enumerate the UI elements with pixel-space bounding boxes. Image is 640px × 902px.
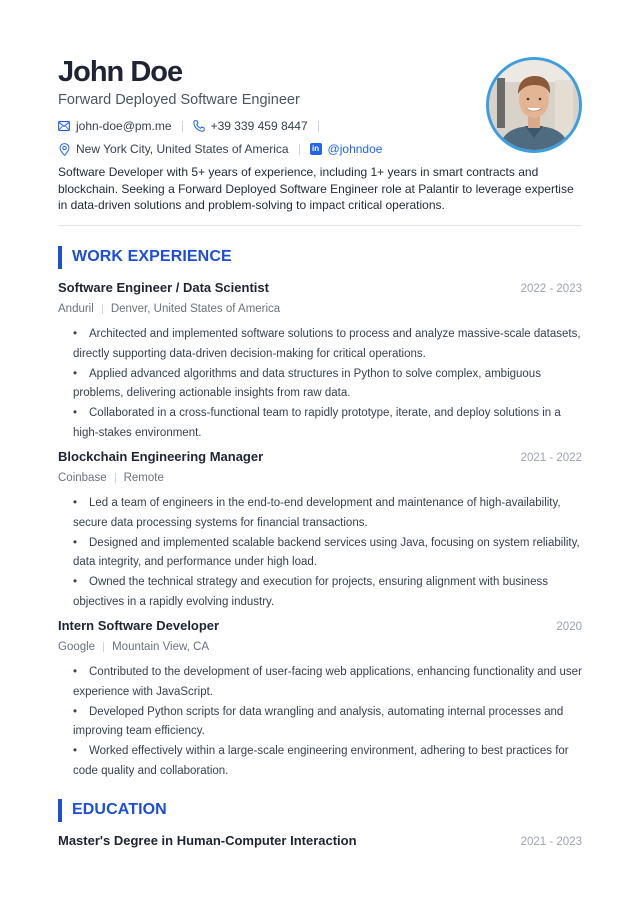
location-text: New York City, United States of America [76, 142, 289, 156]
job-bullets [58, 663, 582, 781]
degree-title: Master's Degree in Human-Computer Interaction [58, 833, 357, 848]
education-entry [58, 832, 582, 850]
header-divider [58, 225, 582, 226]
location-contact [58, 141, 289, 157]
education-date: 2021 - 2023 [520, 836, 582, 848]
linkedin-link[interactable]: @johndoe [327, 142, 383, 156]
phone-icon [193, 120, 205, 132]
resume-page [58, 0, 582, 848]
avatar [486, 57, 582, 153]
email-contact[interactable] [58, 118, 172, 134]
bullet-item: • Collaborated in a cross-functional team to rapidly prototype, iterate, and deploy solutions in a high-stakes environment. [73, 407, 561, 439]
job-title: Blockchain Engineering Manager [58, 449, 264, 464]
linkedin-contact[interactable] [310, 141, 383, 157]
professional-summary: Software Developer with 5+ years of experience, including 1+ years in smart contracts and blockchain. Seeking a Forward Deployed Software Engineer role at Palantir to leverage expertise in data-driven solutions and problem-solving to impact critical operations. [58, 165, 574, 212]
candidate-title: Forward Deployed Software Engineer [58, 92, 300, 108]
bullet-item: • Architected and implemented software solutions to process and analyze massive-scale datasets, directly supporting data-driven decision-making for critical operations. [73, 328, 581, 360]
phone-contact[interactable] [193, 118, 308, 134]
section-heading: WORK EXPERIENCE [72, 248, 232, 265]
job-meta [58, 301, 582, 317]
job-date: 2021 - 2022 [520, 452, 582, 464]
contact-row-1 [58, 118, 329, 134]
meta-separator [103, 642, 104, 652]
mail-icon [58, 120, 70, 132]
job-meta [58, 639, 582, 655]
bullet-item: • Developed Python scripts for data wrangling and analysis, automating internal processes and improving team efficiency. [73, 705, 564, 737]
job-location: Remote [123, 472, 164, 484]
job-entry [58, 448, 582, 613]
job-entry [58, 279, 582, 444]
job-location: Denver, United States of America [110, 303, 281, 315]
company-name: Coinbase [58, 472, 107, 484]
company-name: Google [58, 641, 96, 653]
bullet-item: • Led a team of engineers in the end-to-end development and maintenance of high-availability, secure data processing systems for financial transactions. [73, 497, 561, 529]
contact-row-2 [58, 141, 382, 157]
meta-separator [102, 304, 103, 314]
company-name: Anduril [58, 303, 94, 315]
map-pin-icon [58, 143, 70, 155]
section-heading: EDUCATION [72, 801, 167, 818]
section-accent-bar [58, 246, 62, 269]
job-entry [58, 617, 582, 782]
job-location: Mountain View, CA [112, 641, 210, 653]
contact-separator [299, 144, 300, 155]
job-bullets [58, 325, 582, 443]
job-title: Intern Software Developer [58, 618, 220, 633]
resume-header [58, 0, 582, 160]
linkedin-icon: in [310, 143, 322, 155]
bullet-item: • Applied advanced algorithms and data structures in Python to solve complex, ambiguous problems, delivering actionable insights from raw data. [73, 367, 541, 399]
bullet-item: • Worked effectively within a large-scale engineering environment, adhering to best practices for code quality and collaboration. [73, 745, 569, 777]
job-title: Software Engineer / Data Scientist [58, 280, 269, 295]
job-date: 2022 - 2023 [520, 283, 582, 295]
phone-text: +39 339 459 8447 [210, 119, 308, 133]
meta-separator [115, 473, 116, 483]
job-date: 2020 [556, 621, 582, 633]
section-accent-bar [58, 799, 62, 822]
candidate-name: John Doe [58, 56, 183, 88]
section-work-experience [58, 245, 232, 269]
bullet-item: • Owned the technical strategy and execution for projects, ensuring alignment with business objectives in a rapidly evolving industry. [73, 576, 548, 608]
email-text: john-doe@pm.me [76, 119, 172, 133]
bullet-item: • Contributed to the development of user-facing web applications, enhancing functionality and user experience with JavaScript. [73, 666, 582, 698]
job-meta [58, 470, 582, 486]
job-bullets [58, 494, 582, 612]
contact-separator [182, 121, 183, 132]
contact-separator [318, 121, 319, 132]
bullet-item: • Designed and implemented scalable backend services using Java, focusing on system reliability, data integrity, and performance under high load. [73, 536, 580, 568]
section-education [58, 798, 167, 822]
